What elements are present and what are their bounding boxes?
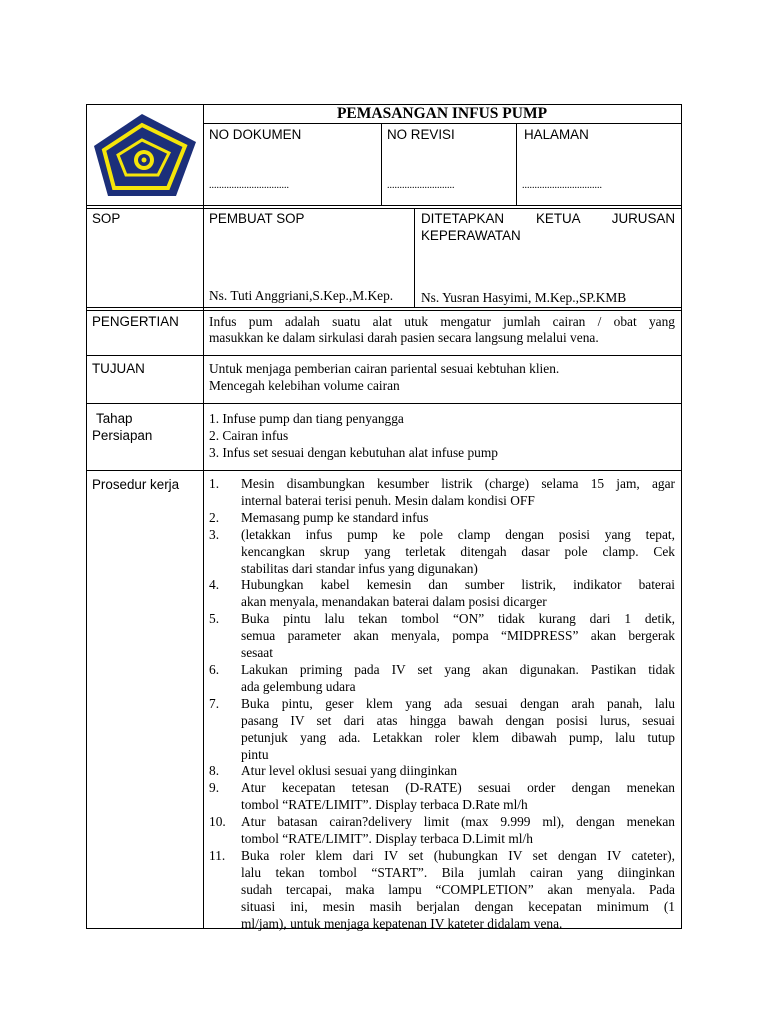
prosedur-label: Prosedur kerja xyxy=(92,477,180,492)
row-divider xyxy=(86,205,682,206)
pengertian-text: Infus pum adalah suatu alat utuk mengatur jumlah cairan / obat yang xyxy=(209,314,675,329)
row-divider xyxy=(86,355,682,356)
step-text-line: pintu xyxy=(241,746,269,762)
no-revisi-label: NO REVISI xyxy=(387,127,455,142)
step-text-line: internal baterai terisi penuh. Mesin dalam kondisi OFF xyxy=(241,492,535,508)
procedure-step xyxy=(205,510,675,527)
step-number: 3. xyxy=(209,526,220,542)
procedure-step xyxy=(205,527,675,578)
tujuan-label: TUJUAN xyxy=(92,361,145,376)
step-text-line: sudah tercapai, maka lampu “COMPLETION” akan menyala. Pada xyxy=(241,881,675,897)
procedure-step xyxy=(205,611,675,662)
step-text-line: Lakukan priming pada IV set yang akan digunakan. Pastikan tidak xyxy=(241,661,675,677)
column-divider xyxy=(516,123,517,206)
step-text-line: ml/jam), untuk menjaga kepatenan IV kateter didalam vena. xyxy=(241,915,563,931)
step-text-line: petunjuk yang ada. Letakkan roler klem dibawah pump, lalu tutup xyxy=(241,729,675,745)
procedure-step xyxy=(205,662,675,696)
procedure-step xyxy=(205,696,675,764)
step-text-line: pasang IV set dari atas hingga bawah dengan posisi lurus, sesuai xyxy=(241,712,675,728)
pengertian-label: PENGERTIAN xyxy=(92,314,179,329)
table-border-left xyxy=(86,104,87,929)
step-text-line: akan menyala, menandakan baterai dalam posisi dicarger xyxy=(241,594,547,610)
pengertian-text-cont: masukkan ke dalam sirkulasi darah pasien secara langsung melalui vena. xyxy=(209,330,599,345)
procedure-step xyxy=(205,476,675,510)
halaman-label: HALAMAN xyxy=(524,127,589,142)
step-number: 4. xyxy=(209,577,220,593)
step-text-line: situasi ini, mesin masih berjalan dengan kecepatan minimum (1 xyxy=(241,898,675,914)
row-divider xyxy=(86,208,682,209)
ditetapkan-name: Ns. Yusran Hasyimi, M.Kep.,SP.KMB xyxy=(421,290,627,305)
column-divider xyxy=(414,208,415,308)
prosedur-steps xyxy=(205,476,675,932)
step-number: 5. xyxy=(209,611,220,627)
persiapan-item: 3. Infus set sesuai dengan kebutuhan alat infuse pump xyxy=(209,445,498,460)
step-text-line: Memasang pump ke standard infus xyxy=(241,509,429,525)
step-text-line: sesaat xyxy=(241,645,273,661)
halaman-value: ................................ xyxy=(522,180,602,191)
persiapan-label: Tahap xyxy=(96,411,133,426)
step-text-line: Atur level oklusi sesuai yang diinginkan xyxy=(241,763,458,779)
step-text-line: Atur kecepatan tetesan (D-RATE) sesuai order dengan menekan xyxy=(241,780,675,796)
procedure-step xyxy=(205,848,675,933)
row-divider xyxy=(86,307,682,308)
column-divider xyxy=(203,104,204,929)
ditetapkan-label: DITETAPKAN KETUA JURUSAN xyxy=(421,211,675,226)
step-number: 7. xyxy=(209,695,220,711)
row-divider xyxy=(86,470,682,471)
step-text-line: Mesin disambungkan kesumber listrik (charge) selama 15 jam, agar xyxy=(241,476,675,491)
pembuat-sop-name: Ns. Tuti Anggriani,S.Kep.,M.Kep. xyxy=(209,288,394,303)
step-number: 2. xyxy=(209,509,220,525)
step-text-line: tombol “RATE/LIMIT”. Display terbaca D.Rate ml/h xyxy=(241,797,528,813)
procedure-step xyxy=(205,763,675,780)
ditetapkan-label-cont: KEPERAWATAN xyxy=(421,228,521,243)
step-text-line: Buka roler klem dari IV set (hubungkan IV set dengan IV cateter), xyxy=(241,847,675,863)
institution-logo xyxy=(92,112,198,200)
tujuan-text-cont: Mencegah kelebihan volume cairan xyxy=(209,378,400,393)
procedure-step xyxy=(205,780,675,814)
step-text-line: kencangkan skrup yang terletak ditengah dasar pole clamp. Cek xyxy=(241,543,675,559)
step-text-line: Buka pintu, geser klem yang ada sesuai dengan arah panah, lalu xyxy=(241,695,675,711)
no-dokumen-value: ................................ xyxy=(209,180,289,191)
procedure-step xyxy=(205,577,675,611)
step-text-line: (letakkan infus pump ke pole clamp dengan posisi yang tepat, xyxy=(241,526,675,542)
no-revisi-value: ........................... xyxy=(387,180,455,191)
document-title: PEMASANGAN INFUS PUMP xyxy=(336,105,548,122)
step-number: 10. xyxy=(209,814,226,830)
tujuan-text: Untuk menjaga pemberian cairan pariental sesuai kebtuhan klien. xyxy=(209,361,560,376)
persiapan-item: 2. Cairan infus xyxy=(209,428,289,443)
step-text-line: tombol “RATE/LIMIT”. Display terbaca D.Limit ml/h xyxy=(241,831,533,847)
step-text-line: Atur batasan cairan?delivery limit (max 9.999 ml), dengan menekan xyxy=(241,814,675,830)
step-text-line: ada gelembung udara xyxy=(241,678,356,694)
step-number: 11. xyxy=(209,847,226,863)
row-divider xyxy=(86,310,682,311)
procedure-step xyxy=(205,814,675,848)
pembuat-sop-label: PEMBUAT SOP xyxy=(209,211,305,226)
sop-label: SOP xyxy=(92,211,121,226)
step-text-line: Hubungkan kabel kemesin dan sumber listrik, indikator baterai xyxy=(241,577,675,593)
step-number: 9. xyxy=(209,780,220,796)
step-number: 6. xyxy=(209,661,220,677)
no-dokumen-label: NO DOKUMEN xyxy=(209,127,302,142)
persiapan-item: 1. Infuse pump dan tiang penyangga xyxy=(209,411,404,426)
step-text-line: Buka pintu lalu tekan tombol “ON” tidak kurang dari 1 detik, xyxy=(241,611,675,627)
step-number: 8. xyxy=(209,763,220,779)
column-divider xyxy=(381,123,382,206)
table-border-right xyxy=(681,104,682,929)
step-text-line: lalu tekan tombol “START”. Bila jumlah cairan yang diinginkan xyxy=(241,864,675,880)
row-divider xyxy=(86,403,682,404)
step-number: 1. xyxy=(209,476,220,491)
step-text-line: semua parameter akan menyala, pompa “MIDPRESS” akan bergerak xyxy=(241,628,675,644)
persiapan-label-cont: Persiapan xyxy=(92,428,153,443)
step-text-line: stabilitas dari standar infus yang digunakan) xyxy=(241,560,478,576)
